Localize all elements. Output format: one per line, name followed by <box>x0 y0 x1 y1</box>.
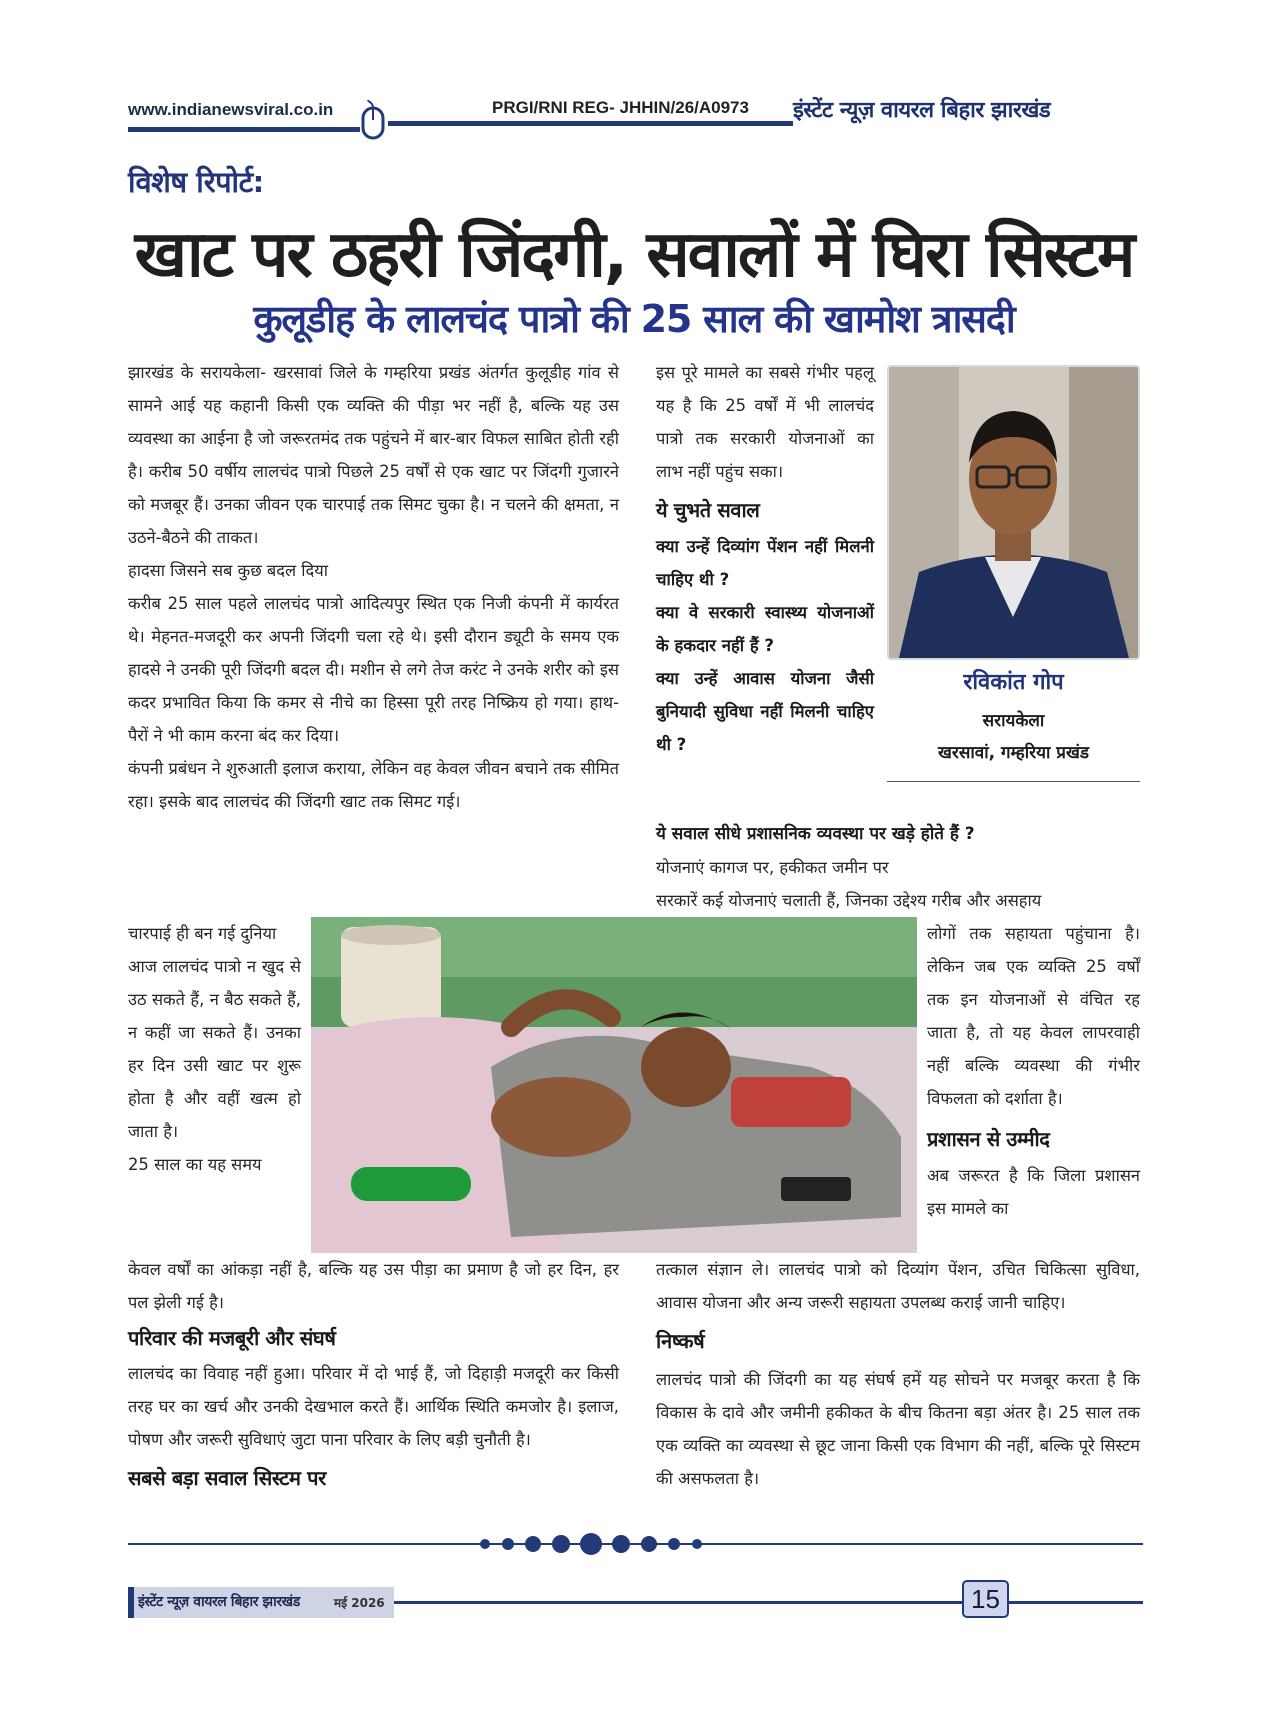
question-housing: क्या उन्हें आवास योजना जैसी बुनियादी सुविधा नहीं मिलनी चाहिए थी ? <box>656 669 874 754</box>
site-url[interactable]: www.indianewsviral.co.in <box>128 100 334 119</box>
expectation-paragraph: तत्काल संज्ञान ले। लालचंद पात्रो को दिव्यांग पेंशन, उचित चिकित्सा सुविधा, आवास योजना और अन्य जरूरी सहायता उपलब्ध कराई जानी चाहिए। <box>656 1260 1140 1312</box>
publication-brand: इंस्टेंट न्यूज़ वायरल बिहार झारखंड <box>793 98 1051 123</box>
question-administration: ये सवाल सीधे प्रशासनिक व्यवस्था पर खड़े होते हैं ? <box>656 824 975 844</box>
page-number: 15 <box>962 1580 1009 1618</box>
header-rule-left <box>128 127 360 132</box>
left-column-wrap <box>128 917 301 1181</box>
years-paragraph: केवल वर्षों का आंकड़ा नहीं है, बल्कि यह उस पीड़ा का प्रमाण है जो हर दिन, हर पल झेली गई है। <box>128 1260 619 1312</box>
reporter-photo-illustration <box>889 367 1138 658</box>
right-column-top <box>656 356 874 761</box>
mouse-icon <box>360 100 386 140</box>
section-heading-accident: हादसा जिसने सब कुछ बदल दिया <box>128 561 329 580</box>
treatment-paragraph: कंपनी प्रबंधन ने शुरुआती इलाज कराया, लेकिन वह केवल जीवन बचाने तक सीमित रहा। इसके बाद लालचंद की जिंदगी खाट तक सिमट गई। <box>128 759 619 811</box>
right-column-wrap <box>927 917 1140 1225</box>
section-heading-family: परिवार की मजबूरी और संघर्ष <box>128 1326 336 1350</box>
left-column-bottom <box>128 1253 619 1500</box>
page-headline: खाट पर ठहरी जिंदगी, सवालों में घिरा सिस्टम <box>134 218 1134 292</box>
patient-photo <box>311 917 917 1253</box>
right-column-bottom <box>656 1253 1140 1495</box>
special-report-kicker: विशेष रिपोर्ट: <box>128 165 264 199</box>
question-health: क्या वे सरकारी स्वास्थ्य योजनाओं के हकदार नहीं हैं ? <box>656 603 874 655</box>
years-line: 25 साल का यह समय <box>128 1155 262 1174</box>
patient-photo-illustration <box>311 917 917 1253</box>
accident-paragraph: करीब 25 साल पहले लालचंद पात्रो आदित्यपुर स्थित एक निजी कंपनी में कार्यरत थे। मेहनत-मजदूरी कर अपनी जिंदगी चला रहे थे। इसी दौरान ड्यूटी के समय एक हादसे ने उनकी पूरी जिंदगी बदल दी। मशीन से लगे तेज करंट ने उनके शरीर को इस कदर प्रभावित किया कि कमर से नीचे का हिस्सा पूरी तरह निष्क्रिय हो गया। हाथ-पैरों ने भी काम करना बंद कर दिया। <box>128 594 619 745</box>
gravest-aspect-paragraph: इस पूरे मामले का सबसे गंभीर पहलू यह है कि 25 वर्षों में भी लालचंद पात्रो तक सरकारी योजनाओं का लाभ नहीं पहुंच सका। <box>656 363 874 481</box>
section-heading-schemes: योजनाएं कागज पर, हकीकत जमीन पर <box>656 858 889 877</box>
header-rule-right <box>388 121 793 126</box>
section-heading-piercing-questions: ये चुभते सवाल <box>656 498 760 522</box>
expectation-paragraph-lead: अब जरूरत है कि जिला प्रशासन इस मामले का <box>927 1166 1140 1218</box>
footer-brand: इंस्टेंट न्यूज़ वायरल बिहार झारखंड <box>138 1594 300 1610</box>
footer-rule-left <box>394 1601 962 1604</box>
reporter-location-2: खरसावां, गम्हरिया प्रखंड <box>938 743 1089 763</box>
reporter-photo <box>887 365 1140 660</box>
question-pension: क्या उन्हें दिव्यांग पेंशन नहीं मिलनी चाहिए थी ? <box>656 537 874 589</box>
footer-rule-right <box>1009 1601 1143 1604</box>
section-heading-expectation: प्रशासन से उम्मीद <box>927 1127 1050 1151</box>
conclusion-paragraph: लालचंद पात्रो की जिंदगी का यह संघर्ष हमें यह सोचने पर मजबूर करता है कि विकास के दावे और जमीनी हकीकत के बीच कितना बड़ा अंतर है। 25 साल तक एक व्यक्ति का व्यवस्था से छूट जाना किसी एक विभाग की नहीं, बल्कि पूरे सिस्टम की असफलता है। <box>656 1370 1140 1488</box>
section-heading-biggest-question: सबसे बड़ा सवाल सिस्टम पर <box>128 1466 326 1490</box>
bed-paragraph: आज लालचंद पात्रो न खुद से उठ सकते हैं, न बैठ सकते हैं, न कहीं जा सकते हैं। उनका हर दिन उसी खाट पर शुरू होता है और वहीं खत्म हो जाता है। <box>128 957 301 1141</box>
registration-number: PRGI/RNI REG- JHHIN/26/A0973 <box>492 98 749 117</box>
section-heading-conclusion: निष्कर्ष <box>656 1329 705 1353</box>
schemes-paragraph-lead: सरकारें कई योजनाएं चलाती हैं, जिनका उद्देश्य गरीब और असहाय <box>656 891 1042 910</box>
page-subheadline: कुलूडीह के लालचंद पात्रो की 25 साल की खामोश त्रासदी <box>253 297 1015 341</box>
schemes-paragraph: लोगों तक सहायता पहुंचाना है। लेकिन जब एक व्यक्ति 25 वर्षों तक इन योजनाओं से वंचित रह जाता है, तो यह केवल लापरवाही नहीं बल्कि व्यवस्था की गंभीर विफलता को दर्शाता है। <box>927 924 1140 1108</box>
right-column-schemes <box>656 851 1140 917</box>
reporter-location-1: सरायकेला <box>982 711 1045 731</box>
caption-rule <box>887 781 1140 782</box>
family-paragraph: लालचंद का विवाह नहीं हुआ। परिवार में दो भाई हैं, जो दिहाड़ी मजदूरी कर किसी तरह घर का खर्च और उनकी देखभाल करते हैं। आर्थिक स्थिति कमजोर है। इलाज, पोषण और जरूरी सुविधाएं जुटा पाना परिवार के लिए बड़ी चुनौती है। <box>128 1364 619 1449</box>
section-heading-bed-world: चारपाई ही बन गई दुनिया <box>128 924 277 943</box>
footer-ornament <box>128 1532 1143 1556</box>
issue-date: मई 2026 <box>334 1596 385 1610</box>
reporter-name: रविकांत गोप <box>963 670 1064 695</box>
intro-paragraph: झारखंड के सरायकेला- खरसावां जिले के गम्हरिया प्रखंड अंतर्गत कुलूडीह गांव से सामने आई यह कहानी किसी एक व्यक्ति की पीड़ा भर नहीं है, बल्कि यह उस व्यवस्था का आईना है जो जरूरतमंद तक पहुंचने में बार-बार विफल साबित होती रही है। करीब 50 वर्षीय लालचंद पात्रो पिछले 25 वर्षों से एक खाट पर जिंदगी गुजारने को मजबूर हैं। उनका जीवन एक चारपाई तक सिमट चुका है। न चलने की क्षमता, न उठने-बैठने की ताकत। <box>128 363 619 547</box>
left-column-top <box>128 356 619 818</box>
